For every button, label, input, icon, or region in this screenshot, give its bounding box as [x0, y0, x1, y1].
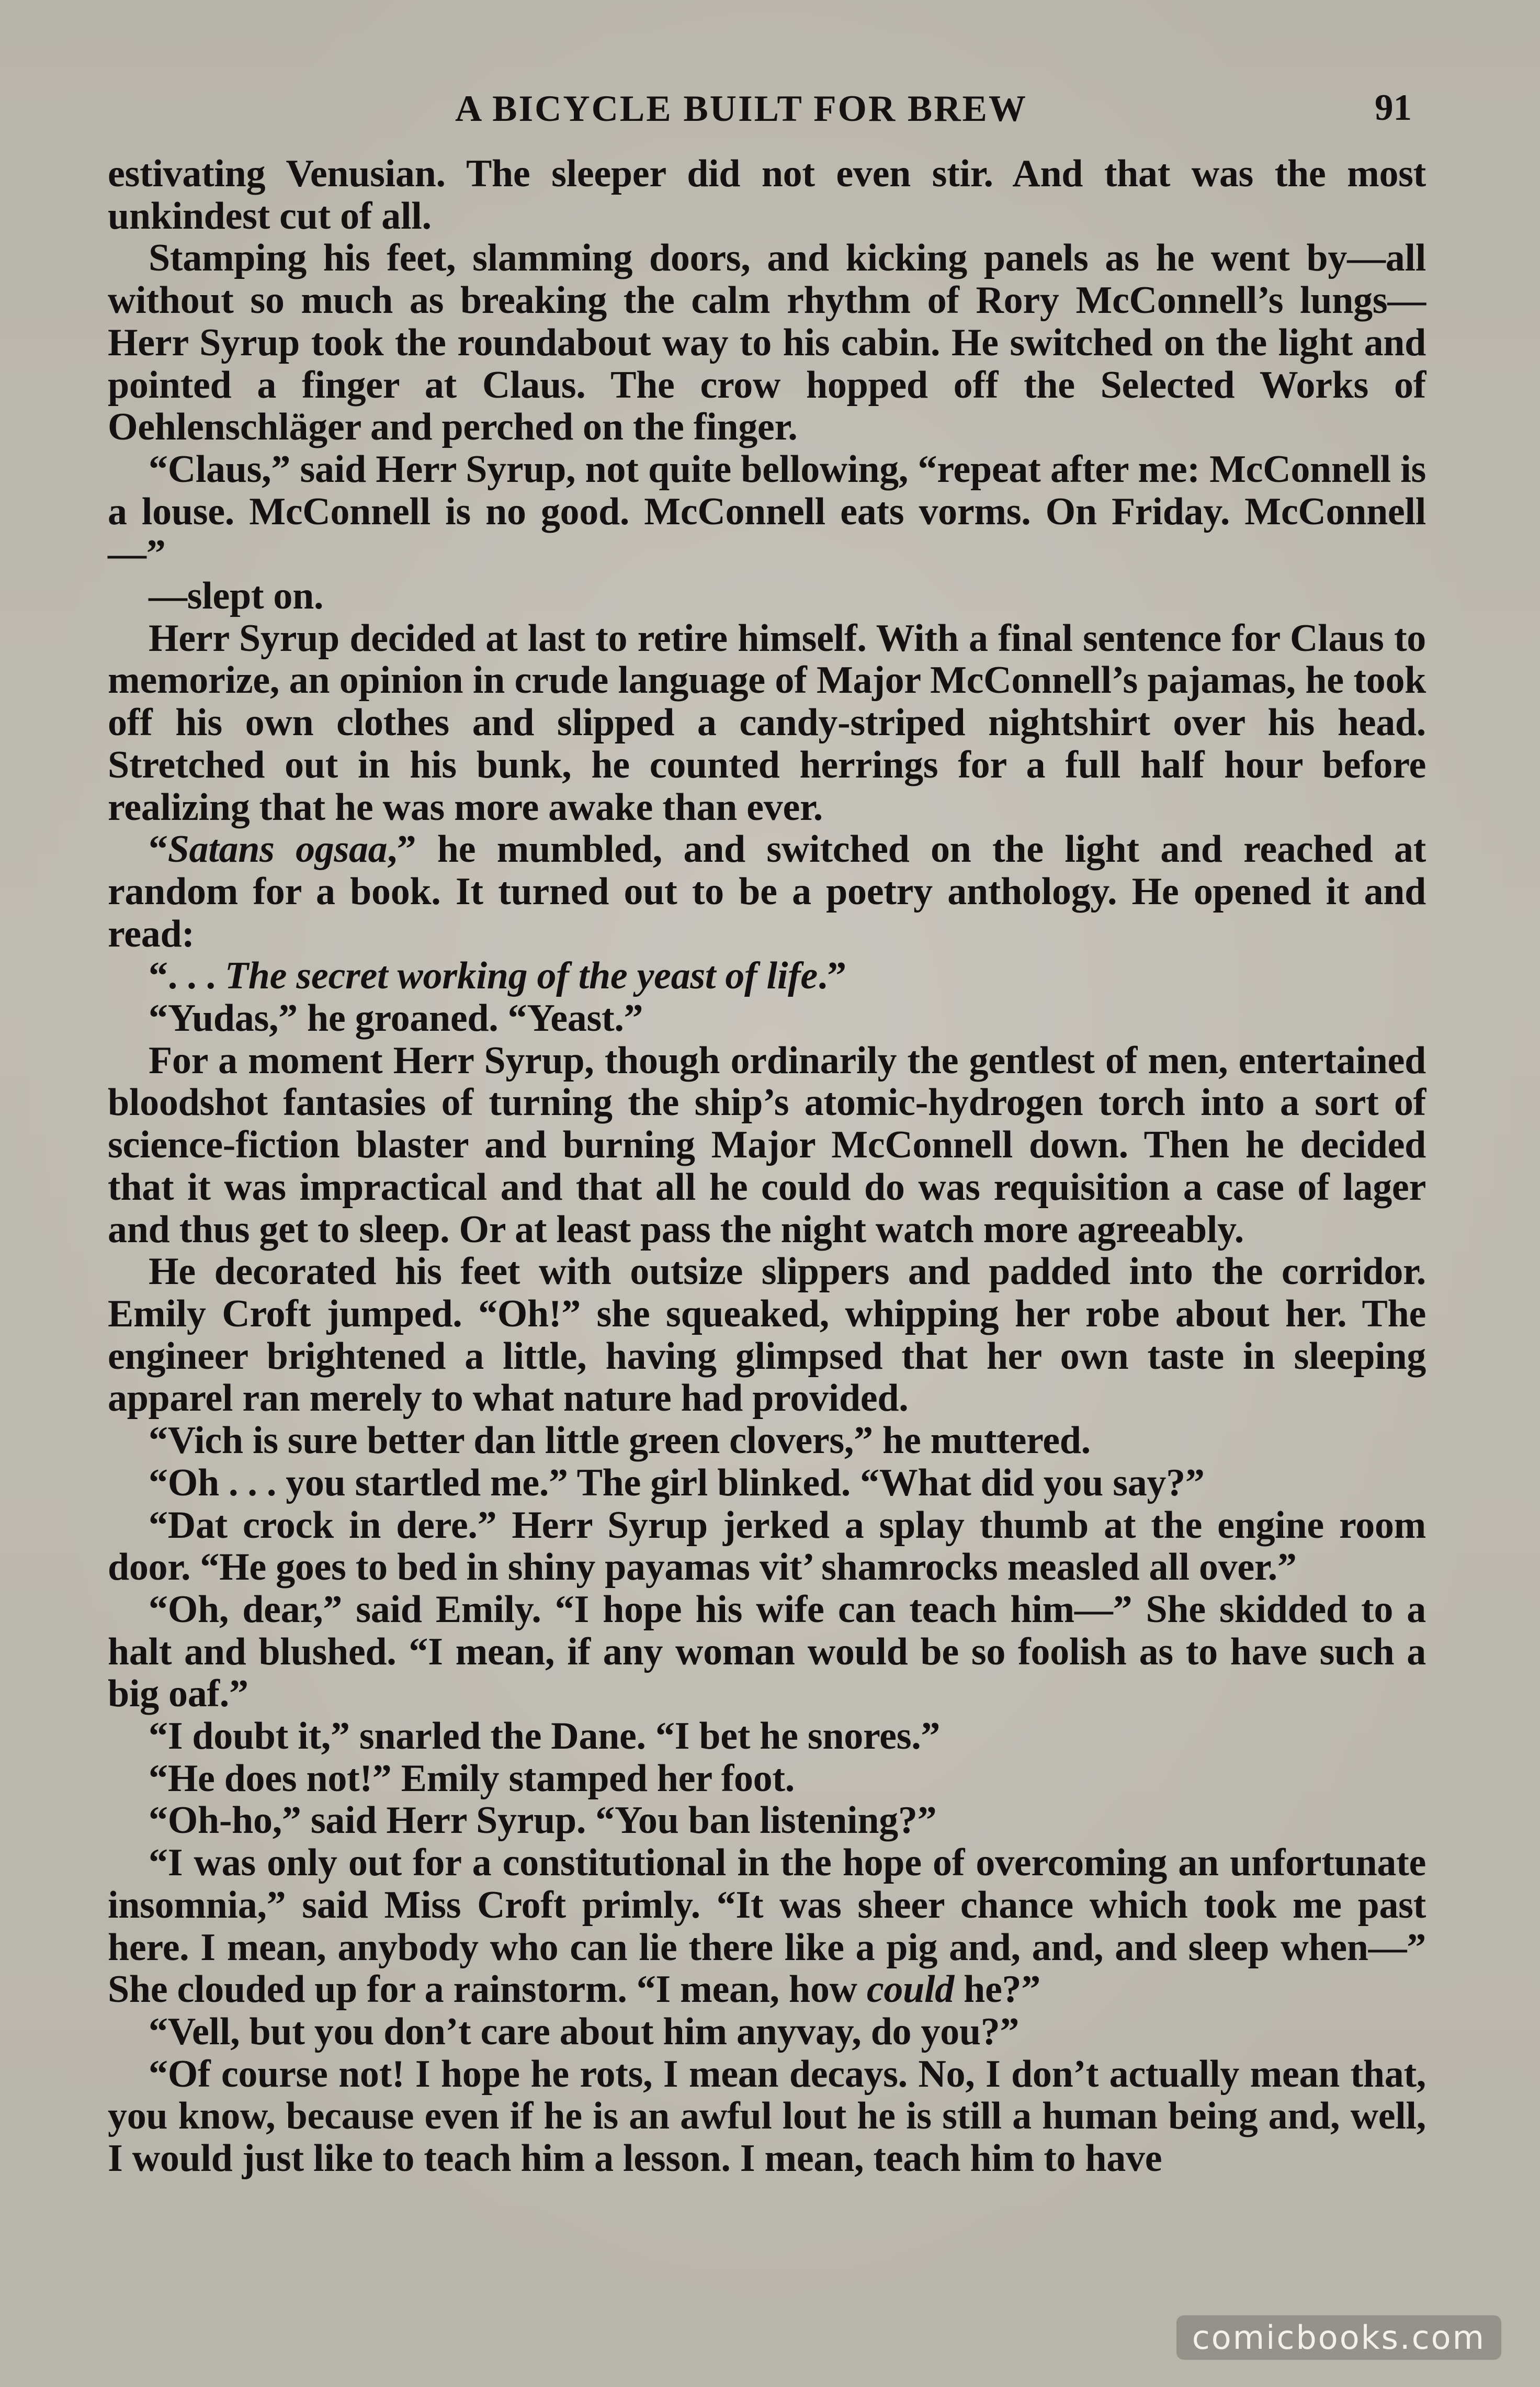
paragraph: [108, 997, 1426, 1040]
paragraph: [108, 617, 1426, 829]
italic-run: Satans ogsaa: [167, 828, 388, 871]
text-run: “Claus,” said Herr Syrup, not quite bellowing, “repeat after me: McConnell is a louse. McConnell is no good. McConnell eats vorms. On Friday. McConnell—”: [108, 447, 1426, 576]
page-number: 91: [1375, 87, 1412, 128]
paragraph: [108, 153, 1426, 237]
paragraph: [108, 1251, 1426, 1420]
text-run: .”: [817, 954, 846, 998]
paragraph: [108, 955, 1426, 997]
text-run: “He does not!” Emily stamped her foot.: [149, 1757, 795, 1800]
paragraph: [108, 1462, 1426, 1504]
text-run: estivating Venusian. The sleeper did not even stir. And that was the most unkindest cut of all.: [108, 152, 1426, 238]
italic-run: could: [866, 1968, 954, 2011]
text-run: “: [149, 828, 168, 871]
paragraph: [108, 1420, 1426, 1462]
text-run: “Of course not! I hope he rots, I mean decays. No, I don’t actually mean that, you know, because even if he is an awful lout he is still a human being and, well, I would just like to teach him a lesson. I mean, teach him to have: [108, 2052, 1426, 2180]
text-run: “. . .: [149, 954, 225, 998]
text-run: Stamping his feet, slamming doors, and kicking panels as he went by—all without so much as breaking the calm rhythm of Rory McConnell’s lungs—Herr Syrup took the roundabout way to his cabin. He switched on the light and pointed a finger at Claus. The crow hopped off the Selected Works of Oehlenschläger and perched on the finger.: [108, 237, 1426, 449]
text-run: “I doubt it,” snarled the Dane. “I bet he snores.”: [149, 1715, 941, 1758]
text-run: “Oh . . . you startled me.” The girl blinked. “What did you say?”: [149, 1461, 1205, 1504]
text-run: “Oh, dear,” said Emily. “I hope his wife can teach him—” She skidded to a halt and blushed. “I mean, if any woman would be so foolish as to have such a big oaf.”: [108, 1587, 1426, 1716]
text-run: “Yudas,” he groaned. “Yeast.”: [149, 997, 643, 1040]
text-run: Herr Syrup decided at last to retire himself. With a final sentence for Claus to memorize, an opinion in crude language of Major McConnell’s pajamas, he took off his own clothes and slipped a candy-striped nightshirt over his head. Stretched out in his bunk, he counted herrings for a full half hour before realizing that he was more awake than ever.: [108, 616, 1426, 829]
paragraph: [108, 1842, 1426, 2011]
text-run: “I was only out for a constitutional in the hope of overcoming an unfortunate insomnia,” said Miss Croft primly. “It was sheer chance which took me past here. I mean, anybody who can lie there like a pig and, and, and sleep when—” She clouded up for a rainstorm. “I mean, how: [108, 1841, 1426, 2011]
text-run: —slept on.: [149, 575, 324, 618]
text-run: “Vell, but you don’t care about him anyvay, do you?”: [149, 2010, 1020, 2053]
paragraph: [108, 2053, 1426, 2180]
paragraph: [108, 1758, 1426, 1800]
paragraph: [108, 237, 1426, 448]
text-run: ,” he mumbled, and switched on the light and reached at random for a book. It turned out to be a poetry anthology. He opened it and read:: [108, 828, 1426, 955]
text-run: For a moment Herr Syrup, though ordinarily the gentlest of men, entertained bloodshot fantasies of turning the ship’s atomic-hydrogen torch into a sort of science-fiction blaster and burning Major McConnell down. Then he decided that it was impractical and that all he could do was requisition a case of lager and thus get to sleep. Or at least pass the night watch more agreeably.: [108, 1039, 1426, 1251]
paragraph: [108, 575, 1426, 617]
text-run: “Oh-ho,” said Herr Syrup. “You ban listening?”: [149, 1799, 937, 1842]
paragraph: [108, 1715, 1426, 1758]
text-run: he?”: [954, 1968, 1040, 2011]
italic-run: The secret working of the yeast of life: [224, 954, 818, 998]
body-text: [108, 153, 1426, 2180]
paragraph: [108, 1040, 1426, 1251]
paragraph: [108, 1799, 1426, 1842]
paragraph: [108, 1589, 1426, 1715]
paragraph: [108, 828, 1426, 955]
paragraph: [108, 1504, 1426, 1589]
text-run: “Dat crock in dere.” Herr Syrup jerked a splay thumb at the engine room door. “He goes to bed in shiny payamas vit’ shamrocks measled all over.”: [108, 1503, 1426, 1589]
paragraph: [108, 2011, 1426, 2053]
text-run: “Vich is sure better dan little green clovers,” he muttered.: [149, 1419, 1091, 1462]
paragraph: [108, 448, 1426, 575]
text-run: He decorated his feet with outsize slippers and padded into the corridor. Emily Croft jumped. “Oh!” she squeaked, whipping her robe about her. The engineer brightened a little, having glimpsed that her own taste in sleeping apparel ran merely to what nature had provided.: [108, 1250, 1426, 1420]
watermark-logo: comicbooks.com: [1176, 2315, 1501, 2360]
running-title: A BICYCLE BUILT FOR BREW: [455, 88, 1027, 129]
